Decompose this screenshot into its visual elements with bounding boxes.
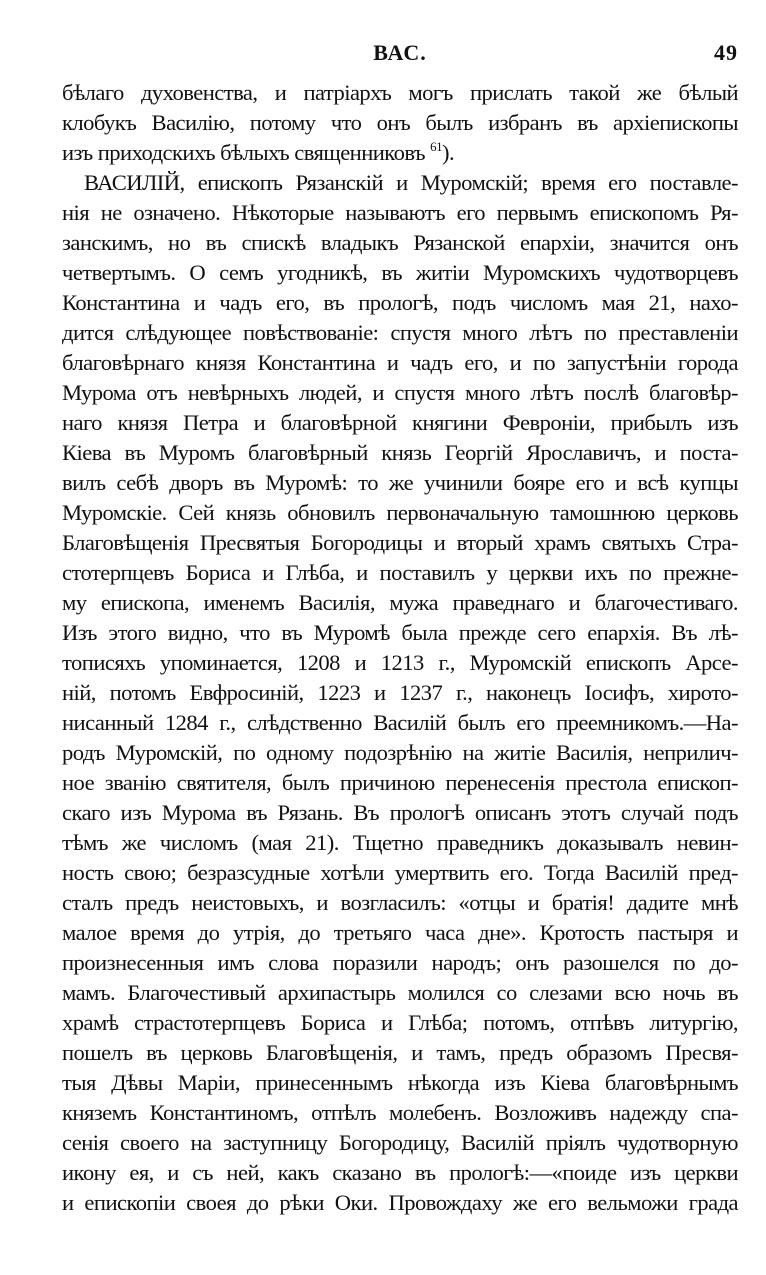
body-text: [62, 78, 738, 1218]
text-line: мамъ. Благочестивый архипастырь молился со слезами всю ночь въ: [62, 980, 738, 1005]
text-line: Константина и чадъ его, въ прологѣ, подъ числомъ мая 21, нахо-: [62, 290, 738, 315]
text-line: му епископа, именемъ Василія, мужа праведнаго и благочестиваго.: [62, 590, 738, 615]
text-line: ное званію святителя, былъ причиною перенесенія престола епископ-: [62, 770, 738, 795]
text-line: клобукъ Василію, потому что онъ былъ избранъ въ архіепископы: [62, 110, 738, 135]
text-line: нисанный 1284 г., слѣдственно Василій былъ его преемникомъ.—На-: [62, 710, 738, 735]
text-line: икону ея, и съ ней, какъ сказано въ прологѣ:—«поиде изъ церкви: [62, 1160, 738, 1185]
text-line: сенія своего на заступницу Богородицу, Василій пріялъ чудотворную: [62, 1130, 738, 1155]
text-line: тыя Дѣвы Маріи, принесеннымъ нѣкогда изъ Кіева благовѣрнымъ: [62, 1070, 738, 1095]
page-number: 49: [714, 40, 738, 65]
text-line-tail: ).: [442, 140, 455, 165]
text-line: тѣмъ же числомъ (мая 21). Тщетно праведникъ доказывалъ невин-: [62, 830, 738, 855]
text-line: Мурома отъ невѣрныхъ людей, и спустя много лѣтъ послѣ благовѣр-: [62, 380, 738, 405]
text-line: ность свою; безразсудные хотѣли умертвить его. Тогда Василій пред-: [62, 860, 738, 885]
text-line: наго князя Петра и благовѣрной княгини Февроніи, прибылъ изъ: [62, 410, 738, 435]
text-line: вилъ себѣ дворъ въ Муромѣ: то же учинили бояре его и всѣ купцы: [62, 470, 738, 495]
text-line: Изъ этого видно, что въ Муромѣ была прежде сего епархія. Въ лѣ-: [62, 620, 738, 645]
text-line: княземъ Константиномъ, отпѣлъ молебенъ. Возложивъ надежду спа-: [62, 1100, 738, 1125]
text-line: нія не означено. Нѣкоторые называютъ его первымъ епископомъ Ря-: [62, 200, 738, 225]
book-page: [62, 38, 738, 1218]
text-line: сталъ предъ неистовыхъ, и возгласилъ: «отцы и братія! дадите мнѣ: [62, 890, 738, 915]
text-line: благовѣрнаго князя Константина и чадъ его, и по запустѣніи города: [62, 350, 738, 375]
text-line-with-footnote: [62, 138, 738, 168]
text-line: Муромскіе. Сей князь обновилъ первоначальную тамошнюю церковь: [62, 500, 738, 525]
text-line-content: изъ приходскихъ бѣлыхъ священниковъ: [62, 140, 426, 165]
text-line: дится слѣдующее повѣствованіе: спустя много лѣтъ по преставленіи: [62, 320, 738, 345]
paragraph-start-line: ВАСИЛІЙ, епископъ Рязанскій и Муромскій; время его поставле-: [84, 170, 738, 195]
running-head: [62, 38, 738, 78]
text-line: произнесенныя имъ слова поразили народъ; онъ разошелся по до-: [62, 950, 738, 975]
text-line: родъ Муромскій, по одному подозрѣнію на житіе Василія, неприлич-: [62, 740, 738, 765]
text-line: Кіева въ Муромъ благовѣрный князь Георгій Ярославичъ, и поста-: [62, 440, 738, 465]
text-line: пошелъ въ церковь Благовѣщенія, и тамъ, предъ образомъ Пресвя-: [62, 1040, 738, 1065]
text-line: четвертымъ. О семъ угодникѣ, въ житіи Муромскихъ чудотворцевъ: [62, 260, 738, 285]
footnote-reference: 61: [430, 139, 443, 154]
text-line: Благовѣщенія Пресвятыя Богородицы и вторый храмъ святыхъ Стра-: [62, 530, 738, 555]
text-line: храмѣ страстотерпцевъ Бориса и Глѣба; потомъ, отпѣвъ литургію,: [62, 1010, 738, 1035]
text-line: скаго изъ Мурома въ Рязань. Въ прологѣ описанъ этотъ случай подъ: [62, 800, 738, 825]
text-line: ній, потомъ Евфросиній, 1223 и 1237 г., наконецъ Іосифъ, хирото-: [62, 680, 738, 705]
text-line: малое время до утрія, до третьяго часа дне». Кротость пастыря и: [62, 920, 738, 945]
text-line: и епископіи своея до рѣки Оки. Провождаху же его вельможи града: [62, 1190, 738, 1215]
text-line: занскимъ, но въ спискѣ владыкъ Рязанской епархіи, значится онъ: [62, 230, 738, 255]
text-line: тописяхъ упоминается, 1208 и 1213 г., Муромскій епископъ Арсе-: [62, 650, 738, 675]
text-line: бѣлаго духовенства, и патріархъ могъ прислать такой же бѣлый: [62, 80, 738, 105]
running-title: ВАС.: [373, 40, 427, 65]
text-line: стотерпцевъ Бориса и Глѣба, и поставилъ у церкви ихъ по прежне-: [62, 560, 738, 585]
